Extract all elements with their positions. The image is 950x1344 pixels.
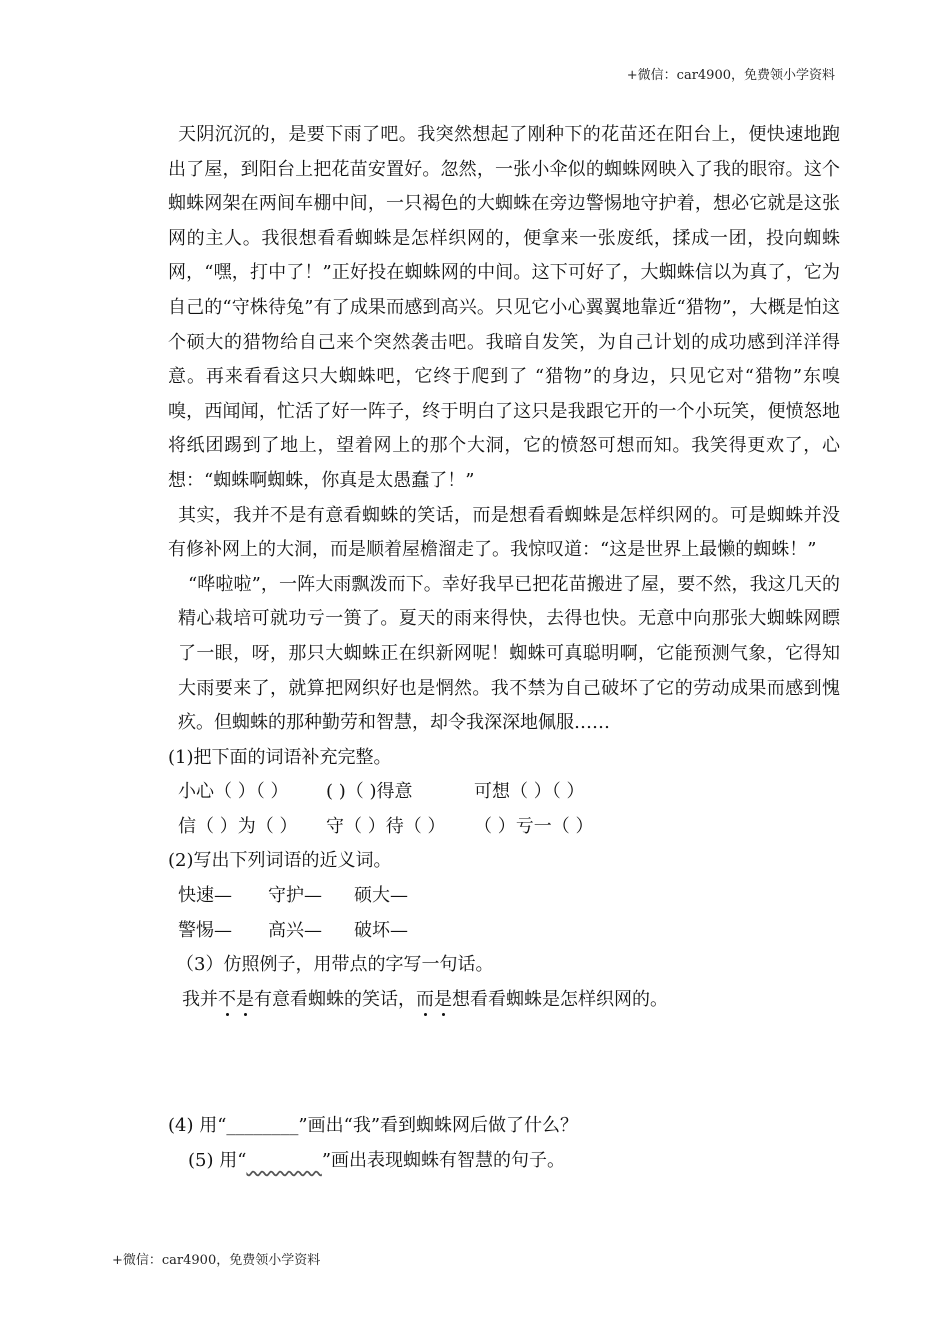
question-3-title: （3）仿照例子，用带点的字写一句话。	[176, 954, 494, 976]
passage-paragraph-1: 天阴沉沉的，是要下雨了吧。我突然想起了刚种下的花苗还在阳台上，便快速地跑出了屋，到阳台上把花苗安置好。忽然，一张小伞似的蜘蛛网映入了我的眼帘。这个蜘蛛网架在两间车棚中间，一只褐色的大蜘蛛在旁边警惕地守护着，想必它就是这张网的主人。我很想看看蜘蛛是怎样织网的，便拿来一张废纸，揉成一团，投向蜘蛛网，“嘿，打中了！”正好投在蜘蛛网的中间。这下可好了，大蜘蛛信以为真了，它为自己的“守株待兔”有了成果而感到高兴。只见它小心翼翼地靠近“猎物”，大概是怕这个硕大的猎物给自己来个突然袭击吧。我暗自发笑，为自己计划的成功感到洋洋得意。再来看看这只大蜘蛛吧，它终于爬到了 “猎物”的身边，只见它对“猎物”东嗅嗅，西闻闻，忙活了好一阵子，终于明白了这只是我跟它开的一个小玩笑，便愤怒地将纸团踢到了地上，望着网上的那个大洞，它的愤怒可想而知。我笑得更欢了，心想：“蜘蛛啊蜘蛛，你真是太愚蠢了！”	[168, 124, 840, 491]
synonym-item: 守护—	[268, 885, 322, 907]
question-3-example-sentence	[168, 983, 840, 1018]
question-5	[168, 1144, 840, 1179]
example-text: 我并	[182, 988, 218, 1010]
fill-blank-item: 可想（ ）（ ）	[474, 781, 585, 803]
passage-paragraph-3: “哗啦啦”，一阵大雨飘泼而下。幸好我早已把花苗搬进了屋，要不然，我这几天的精心栽培可就功亏一篑了。夏天的雨来得快，去得也快。无意中向那张大蜘蛛网瞟了一眼，呀，那只大蜘蛛正在织新网呢！蜘蛛可真聪明啊，它能预测气象，它得知大雨要来了，就算把网织好也是惘然。我不禁为自己破坏了它的劳动成果而感到愧疚。但蜘蛛的那种勤劳和智慧，却令我深深地佩服……	[178, 573, 840, 734]
fill-blank-item: 守（ ）待（ ）	[326, 815, 446, 837]
synonym-item: 警惕—	[178, 919, 232, 941]
synonym-item: 快速—	[178, 885, 232, 907]
fill-blank-item: ( )（ )得意	[326, 781, 413, 803]
question-2-row-2	[168, 914, 840, 949]
question-2-row-1	[168, 879, 840, 914]
fill-blank-item: 小心（ ）（ ）	[178, 781, 289, 803]
fill-blank-item: （ ）亏一（ ）	[474, 815, 594, 837]
dotted-char: 是	[434, 988, 452, 1010]
footer-watermark-note: +微信：car4900，免费领小学资料	[112, 1253, 321, 1268]
header-watermark-note: +微信：car4900，免费领小学资料	[626, 68, 835, 83]
question-5-prefix: (5) 用“	[188, 1150, 247, 1172]
synonym-item: 破坏—	[354, 919, 408, 941]
question-4-prefix: (4) 用“	[168, 1115, 227, 1137]
example-text: 想看看蜘蛛是怎样织网的。	[452, 988, 668, 1010]
synonym-item: 硕大—	[354, 885, 408, 907]
dotted-char: 不	[218, 988, 236, 1010]
fill-blank-item: 信（ ）为（ ）	[178, 815, 298, 837]
wavy-line-symbol	[246, 1150, 321, 1171]
answer-space	[168, 1017, 840, 1109]
straight-line-symbol: ________	[226, 1115, 299, 1137]
question-4	[168, 1109, 840, 1144]
synonym-item: 高兴—	[268, 919, 322, 941]
question-4-suffix: ”画出“我”看到蜘蛛网后做了什么？	[298, 1115, 579, 1137]
question-1-row-1	[168, 775, 840, 810]
dotted-char: 是	[236, 988, 254, 1010]
passage-paragraph-2: 其实，我并不是有意看蜘蛛的笑话，而是想看看蜘蛛是怎样织网的。可是蜘蛛并没有修补网上的大洞，而是顺着屋檐溜走了。我惊叹道：“这是世界上最懒的蜘蛛！”	[168, 504, 840, 561]
question-5-suffix: ”画出表现蜘蛛有智慧的句子。	[321, 1150, 566, 1172]
question-1-title: (1)把下面的词语补充完整。	[168, 746, 392, 768]
question-1-row-2	[168, 810, 840, 845]
question-2-title: (2)写出下列词语的近义词。	[168, 850, 392, 872]
example-text: 有意看蜘蛛的笑话，	[254, 988, 416, 1010]
dotted-char: 而	[416, 988, 434, 1010]
worksheet-content	[168, 118, 840, 1179]
